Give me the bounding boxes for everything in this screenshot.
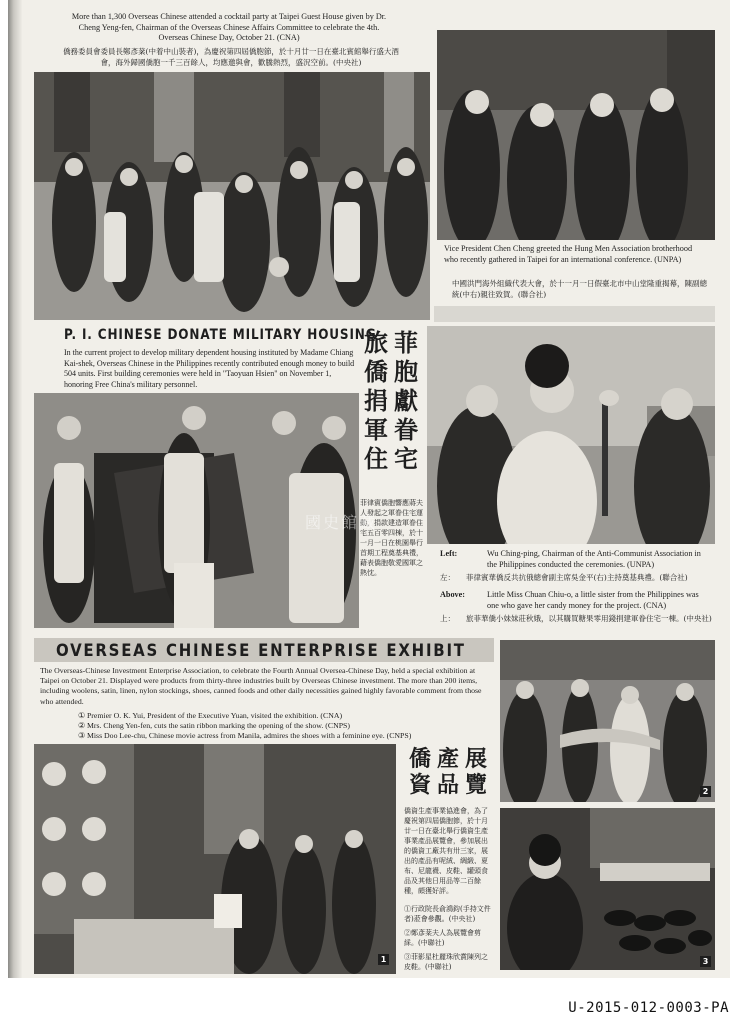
above-zh-label: 上： — [440, 614, 455, 623]
photo-vice-president-greeting — [437, 30, 715, 240]
vtitle-char: 旅 — [364, 328, 388, 357]
article4-zh-item-1: ①行政院長俞鴻鈞(手持文件者)蒞會參觀。(中央社) — [404, 905, 491, 923]
above-caption-en: Little Miss Chuan Chiu-o, a little sister from the Philippines was one who gave her candy money for the project. (CNA) — [487, 590, 699, 610]
photo-ribbon-cutting — [500, 640, 715, 802]
vtitle-char: 軍 — [364, 415, 388, 444]
photo-premier-visit — [34, 744, 396, 974]
left-zh-label: 左： — [440, 573, 455, 582]
article4-body: The Overseas-Chinese Investment Enterprise Association, to celebrate the Fourth Annual Oversea-Chinese Day, held a special exhibition at Taipei on October 21. Displayed were products from thirty-three industries built by Overseas Chinese investment. The more than 200 items, including woolens, satin, linen, nylon stockings, shoes, canned foods and other daily necessities gained highly favorable comment from those who attended. — [40, 666, 482, 706]
cocktail-party-image — [34, 72, 430, 320]
article4-item-1: ① Premier O. K. Yui, President of the Executive Yuan, visited the exhibition. (CNA) — [78, 711, 343, 720]
vtitle-char: 展 — [464, 746, 487, 772]
article4-vertical-title-left — [406, 746, 434, 798]
vtitle-char: 胞 — [394, 357, 418, 386]
ribbon-cutting-image — [500, 640, 715, 802]
vice-president-image — [437, 30, 715, 240]
above-caption-zh: 旅菲華僑小妹妹莊秋娥，以其購買糖果零用錢捐建軍眷住宅一棟。(中央社) — [466, 614, 712, 623]
article4-zh-item-2: ②鄭彥棻夫人為展覽會剪綵。(中聯社) — [404, 929, 481, 947]
left-label: Left: — [440, 549, 458, 558]
vtitle-char: 覽 — [464, 772, 487, 798]
photo-cocktail-party — [34, 72, 430, 320]
article4-item-2: ② Mrs. Cheng Yen-fen, cuts the satin ribbon marking the opening of the show. (CNPS) — [78, 721, 350, 730]
article2-caption-en: Vice President Chen Cheng greeted the Hung Men Association brotherhood who recently gathered in Taipei for an international conference. (UNPA) — [444, 244, 693, 264]
vtitle-char: 品 — [436, 772, 459, 798]
vtitle-char: 住 — [364, 444, 388, 473]
article3-zh-body: 菲律賓僑胞響應蔣夫人發起之軍眷住宅運動，捐款建造軍眷住宅五百零四棟，於十一月一日在桃園舉行首期工程奠基典禮，藉表僑胞敬愛國軍之熱忱。 — [360, 499, 423, 577]
vtitle-char: 眷 — [394, 415, 418, 444]
page-binding-edge — [8, 0, 22, 978]
photo-miss-chuan — [427, 326, 715, 544]
miss-chuan-image — [427, 326, 715, 544]
photo-number-1: 1 — [378, 954, 389, 965]
article4-zh-item-3: ③菲影星杜麗珠欣賞陳列之皮鞋。(中聯社) — [404, 953, 488, 971]
photo-number-2: 2 — [700, 786, 711, 797]
vtitle-char: 僑 — [364, 357, 388, 386]
watermark-text: 國史館藏 — [305, 513, 378, 532]
photo-number-3: 3 — [700, 956, 711, 967]
article4-vertical-title-middle — [434, 746, 462, 798]
article3-vertical-title-left — [361, 328, 391, 473]
vtitle-char: 資 — [408, 772, 431, 798]
vtitle-char: 捐 — [364, 386, 388, 415]
article3-body: In the current project to develop military dependent housing instituted by Madame Chiang Kai-shek, Overseas Chinese in the Philippines recently contributed enough money to build 504 units. First building ceremonies were held in "Taoyuan Hsien" on November 1, honoring Free China's military personnel. — [64, 348, 355, 389]
left-caption-zh: 菲律賓華僑反共抗俄總會副主席吳金平(右)主持奠基典禮。(聯合社) — [466, 573, 688, 582]
vtitle-char: 獻 — [394, 386, 418, 415]
photo-actress-shoes — [500, 808, 715, 970]
premier-visit-image — [34, 744, 396, 974]
article1-caption-zh: 僑務委員會委員長鄭彥棻(中着中山裝者)，為慶祝第四屆僑胞節，於十月廿一日在臺北賓館舉行盛大酒會，海外歸國僑胞一千三百餘人，均應邀與會，歡騰熱烈，盛況空前。(中央社) — [63, 47, 399, 67]
article3-headline: P. I. CHINESE DONATE MILITARY HOUSING — [64, 327, 377, 343]
actress-shoes-image — [500, 808, 715, 970]
article1-caption-en: More than 1,300 Overseas Chinese attended a cocktail party at Taipei Guest House given by Dr. Cheng Yeng-fen, Chairman of the Overseas Chinese Affairs Committee to celebrate the 4th. Overseas Chinese Day, October 21. (CNA) — [71, 12, 387, 42]
above-label: Above: — [440, 590, 466, 599]
article2-caption-zh: 中國洪門海外組織代表大會，於十一月一日假臺北市中山堂隆重揭幕，陳副總統(中右)親往致賀。(聯合社) — [452, 279, 707, 299]
vtitle-char: 僑 — [408, 746, 431, 772]
vtitle-char: 產 — [436, 746, 459, 772]
article3-vertical-title-right — [391, 328, 421, 473]
left-caption-en: Wu Ching-ping, Chairman of the Anti-Communist Association in the Philippines conducted the ceremonies. (UNPA) — [487, 549, 701, 569]
vtitle-char: 菲 — [394, 328, 418, 357]
article4-item-3: ③ Miss Doo Lee-chu, Chinese movie actress from Manila, admires the shoes with a feminine eye. (CNPS) — [78, 731, 412, 740]
article4-headline: OVERSEAS CHINESE ENTERPRISE EXHIBIT — [56, 641, 466, 661]
article4-zh-body: 僑資生產事業協進會，為了慶祝第四屆僑胞節，於十月廿一日在臺北舉行僑資生產事業產品展覽會，參加展出的僑資工廠共有卅三家，展出的產品有呢絨、綢緞、夏布、尼龍襪、皮鞋、罐頭食品及其他日用品等二百餘種，頗獲好評。 — [404, 807, 488, 895]
article4-vertical-title-right — [462, 746, 490, 798]
vtitle-char: 宅 — [394, 444, 418, 473]
top-right-separator — [434, 306, 715, 322]
archive-id-code: U-2015-012-0003-PA — [568, 1000, 729, 1016]
